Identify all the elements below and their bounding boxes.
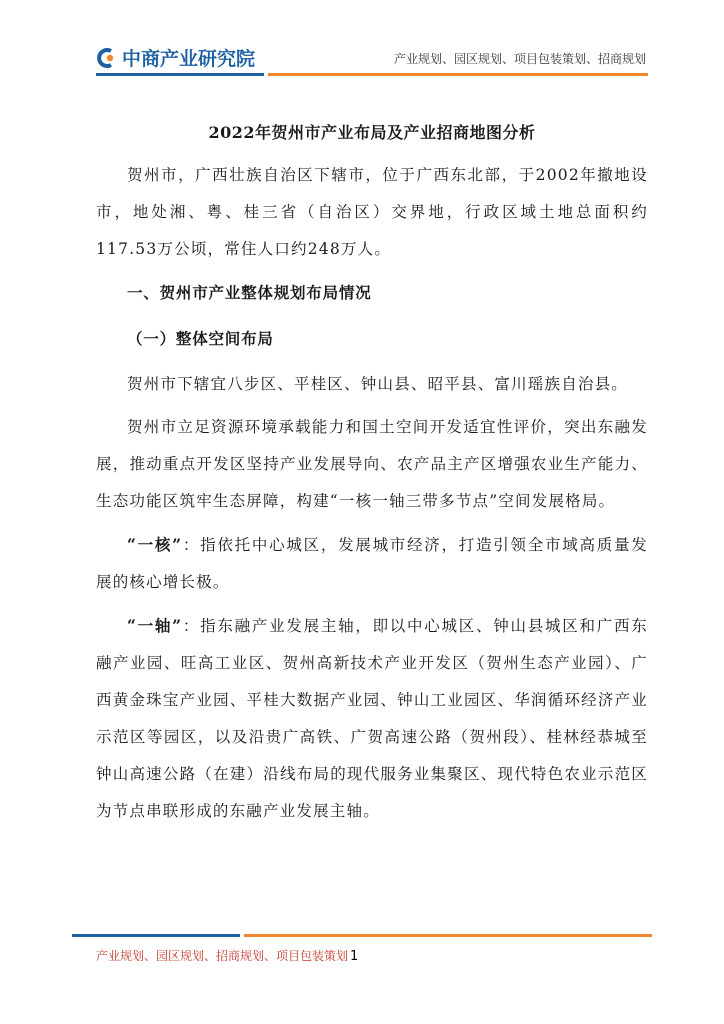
page-header	[0, 0, 724, 80]
core-keyword: “一核”	[127, 535, 183, 554]
axis-paragraph	[96, 607, 648, 830]
footer-divider-orange	[244, 934, 652, 937]
page-number: 1	[350, 949, 359, 964]
header-divider-blue	[96, 73, 264, 76]
core-text: ：指依托中心城区，发展城市经济，打造引领全市域高质量发展的核心增长极。	[96, 536, 648, 591]
districts-paragraph: 贺州市下辖宜八步区、平桂区、钟山县、昭平县、富川瑶族自治县。	[127, 375, 629, 393]
pattern-paragraph: 贺州市立足资源环境承载能力和国土空间开发适宜性评价，突出东融发展，推动重点开发区坚持产业发展导向、农产品主产区增强农业生产能力、生态功能区筑牢生态屏障，构建“一核一轴三带多节点”空间发展格局。	[96, 418, 648, 510]
axis-text: ：指东融产业发展主轴，即以中心城区、钟山县城区和广西东融产业园、旺高工业区、贺州高新技术产业开发区（贺州生态产业园）、广西黄金珠宝产业园、平桂大数据产业园、钟山工业园区、华润循环经济产业示范区等园区，以及沿贵广高铁、广贺高速公路（贺州段）、桂林经恭城至钟山高速公路（在建）沿线布局的现代服务业集聚区、现代特色农业示范区为节点串联形成的东融产业发展主轴。	[96, 617, 648, 820]
axis-keyword: “一轴”	[127, 616, 183, 635]
footer-divider-blue	[72, 934, 240, 937]
header-tagline: 产业规划、园区规划、项目包装策划、招商规划	[393, 52, 646, 66]
document-body	[96, 120, 648, 836]
section-heading: 一、贺州市产业整体规划布局情况	[127, 283, 372, 302]
document-title: 2022年贺州市产业布局及产业招商地图分析	[208, 123, 536, 142]
subsection-heading: （一）整体空间布局	[127, 329, 274, 348]
logo-mark-icon	[96, 47, 118, 69]
page-footer	[96, 947, 358, 964]
core-paragraph	[96, 526, 648, 601]
footer-tagline: 产业规划、园区规划、招商规划、项目包装策划	[96, 949, 349, 963]
logo	[96, 44, 255, 71]
intro-paragraph: 贺州市，广西壮族自治区下辖市，位于广西东北部，于2002年撤地设市，地处湘、粤、桂三省（自治区）交界地，行政区域土地总面积约117.53万公顷，常住人口约248万人。	[96, 166, 648, 258]
logo-text: 中商产业研究院	[122, 48, 256, 70]
header-divider-orange	[268, 73, 648, 76]
